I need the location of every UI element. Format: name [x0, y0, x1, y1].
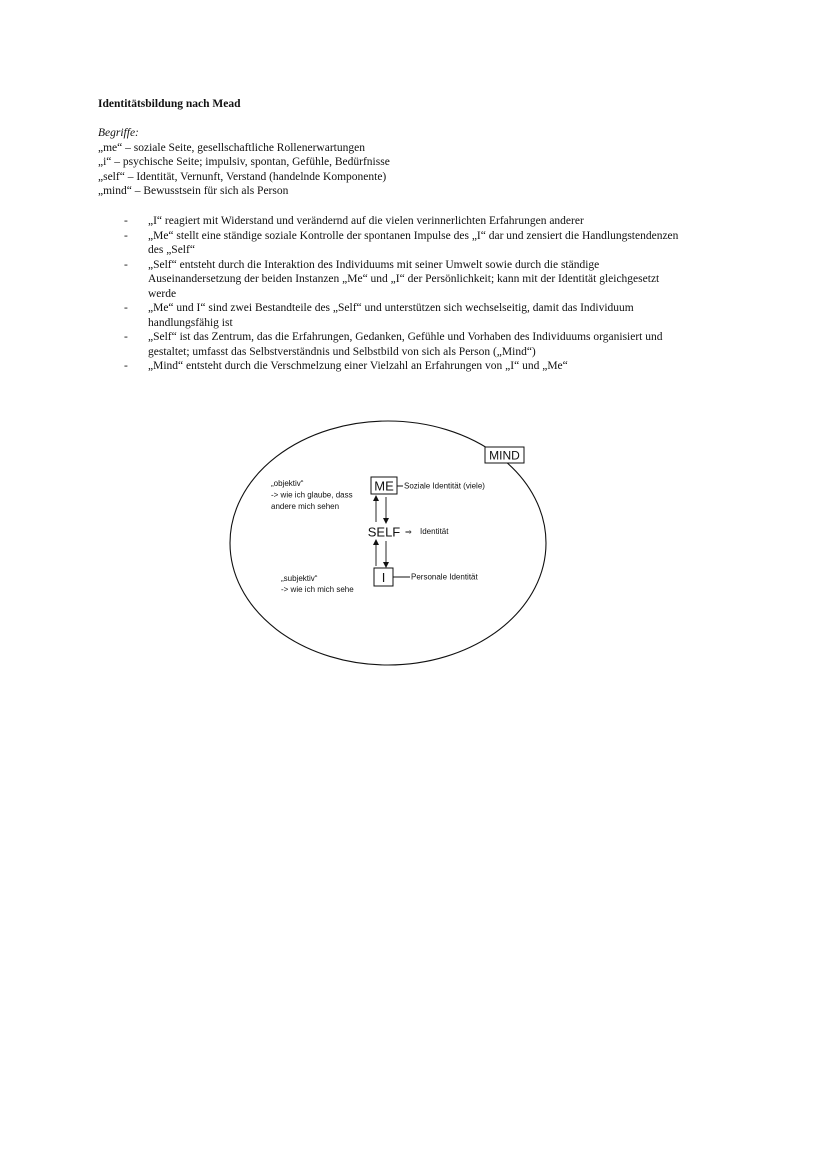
bullet-marker: - [124, 302, 128, 314]
self-arrow-icon: ⇒ [405, 527, 412, 537]
self-caption: Identität [420, 527, 449, 536]
bullet-line: „I“ reagiert mit Widerstand und verändernd auf die vielen verinnerlichten Erfahrungen anderer [148, 215, 584, 227]
bullet-line: werde [148, 287, 177, 300]
bullet-continuation [0, 243, 828, 258]
term-i: „i“ – psychische Seite; impulsiv, spontan, Gefühle, Bedürfnisse [98, 156, 390, 169]
bullet-item [0, 258, 828, 273]
bullet-line: „Mind“ entsteht durch die Verschmelzung einer Vielzahl an Erfahrungen von „I“ und „Me“ [148, 360, 568, 372]
bullet-item [0, 301, 828, 316]
bullet-item [0, 359, 828, 374]
term-mind: „mind“ – Bewusstsein für sich als Person [98, 185, 289, 198]
mind-label: MIND [489, 448, 520, 463]
bullet-line: gestaltet; umfasst das Selbstverständnis und Selbstbild von sich als Person („Mind“) [148, 345, 536, 358]
me-label: ME [374, 478, 394, 494]
bullet-continuation [0, 287, 828, 302]
bullet-continuation [0, 345, 828, 360]
bullet-marker: - [124, 360, 128, 372]
bullet-marker: - [124, 229, 128, 242]
objective-line: andere mich sehen [271, 502, 340, 511]
subjective-label: „subjektiv“ [281, 574, 318, 583]
terms-section [98, 126, 390, 199]
objective-label: „objektiv“ [271, 479, 304, 488]
self-label: SELF [367, 524, 401, 540]
objective-line: -> wie ich glaube, dass [271, 490, 353, 500]
bullet-line: „Me“ stellt eine ständige soziale Kontrolle der spontanen Impulse des „I“ dar und zensiert die Handlungstendenzen [148, 229, 679, 242]
bullet-item [0, 330, 828, 345]
bullet-continuation [0, 316, 828, 331]
bullet-marker: - [124, 215, 128, 227]
bullet-marker: - [124, 258, 128, 271]
bullet-line: Auseinandersetzung der beiden Instanzen „Me“ und „I“ der Persönlichkeit; kann mit der Identität gleichgesetzt [148, 273, 660, 285]
i-caption: Personale Identität [411, 572, 478, 582]
bullet-continuation [0, 272, 828, 287]
i-label: I [381, 570, 386, 585]
bullet-line: „Self“ entsteht durch die Interaktion des Individuums mit seiner Umwelt sowie durch die ständige [148, 258, 600, 271]
me-caption: Soziale Identität (viele) [404, 481, 485, 491]
bullet-item [0, 214, 828, 229]
terms-heading: Begriffe: [98, 127, 139, 139]
bullet-list [0, 214, 828, 374]
bullet-line: „Me“ und I“ sind zwei Bestandteile des „Self“ und unterstützen sich wechselseitig, damit das Individuum [148, 302, 634, 314]
bullet-item [0, 229, 828, 244]
bullet-line: des „Self“ [148, 244, 195, 256]
mead-identity-diagram [220, 410, 560, 675]
term-me: „me“ – soziale Seite, gesellschaftliche Rollenerwartungen [98, 141, 365, 154]
bullet-marker: - [124, 331, 128, 343]
page-title: Identitätsbildung nach Mead [98, 98, 241, 110]
bullet-line: handlungsfähig ist [148, 316, 233, 329]
bullet-line: „Self“ ist das Zentrum, das die Erfahrungen, Gedanken, Gefühle und Vorhaben des Individuums organisiert und [148, 331, 663, 343]
subjective-line: -> wie ich mich sehe [281, 585, 354, 594]
term-self: „self“ – Identität, Vernunft, Verstand (handelnde Komponente) [98, 170, 387, 183]
